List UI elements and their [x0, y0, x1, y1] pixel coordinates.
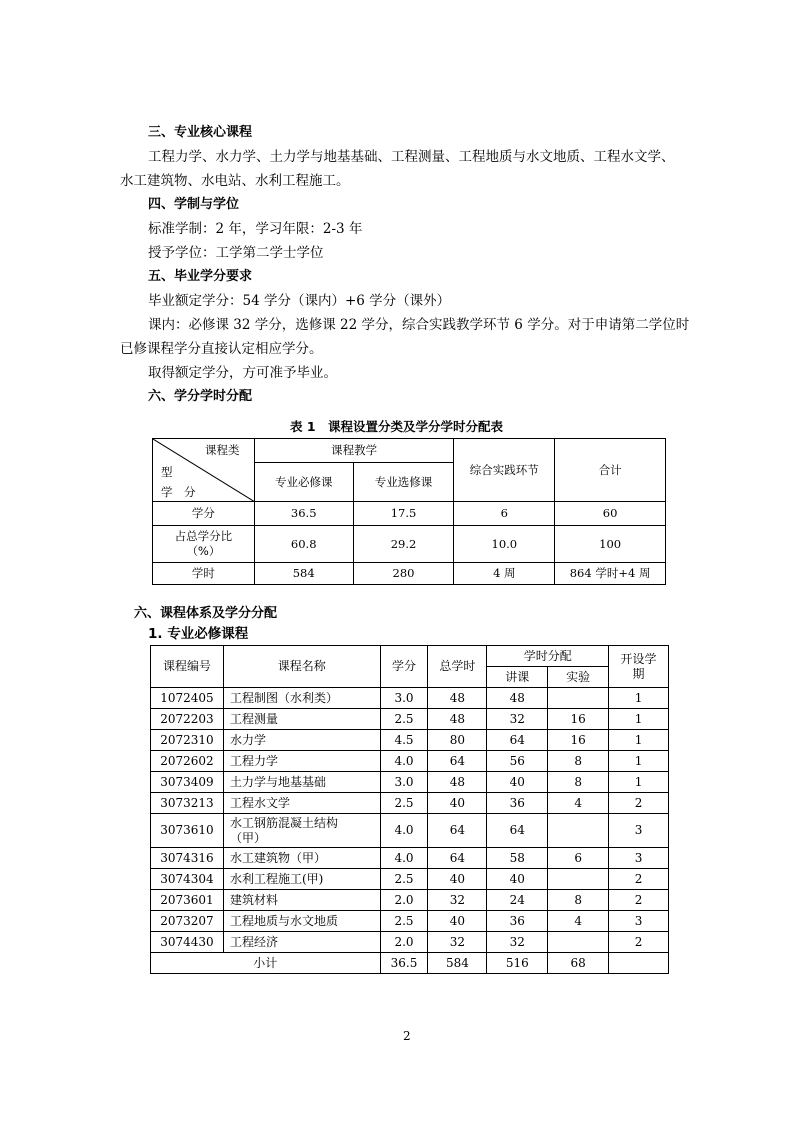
cell-code: 3073409: [151, 772, 224, 793]
header-term: [609, 646, 669, 688]
cell-lab: 8: [548, 890, 609, 911]
cell-term: 1: [609, 709, 669, 730]
cell-hours: 40: [428, 793, 487, 814]
cell-term: 2: [609, 932, 669, 953]
cell-required: 36.5: [254, 502, 353, 526]
cell-credit: 4.5: [380, 730, 428, 751]
course-name: 工程经济: [229, 934, 278, 949]
diag-top-label: 课程类: [205, 443, 240, 457]
header-lab: 实验: [548, 667, 609, 688]
cell-name: [223, 688, 380, 709]
cell-practice: 6: [454, 502, 555, 526]
cell-credit: 2.0: [380, 890, 428, 911]
cell-lecture: 32: [487, 709, 548, 730]
practice-header: 综合实践环节: [454, 439, 555, 502]
cell-credit: 4.0: [380, 848, 428, 869]
course-name: 建筑材料: [229, 892, 278, 907]
course-name: 工程测量: [229, 711, 278, 726]
header-name: 课程名称: [223, 646, 380, 688]
table-1-caption: 表 1 课程设置分类及学分学时分配表: [290, 419, 504, 434]
cell-credit: 2.5: [380, 869, 428, 890]
cell-hours: 48: [428, 709, 487, 730]
table-row: [151, 688, 669, 709]
cell-hours: 48: [428, 772, 487, 793]
cell-credit: 4.0: [380, 751, 428, 772]
cell-lecture: 56: [487, 751, 548, 772]
cell-lab: 8: [548, 751, 609, 772]
cell-code: 3074304: [151, 869, 224, 890]
cell-lecture: 40: [487, 869, 548, 890]
cell-elective: 17.5: [353, 502, 454, 526]
required-header: 专业必修课: [254, 463, 353, 502]
cell-lecture: 64: [487, 730, 548, 751]
course-name: 土力学与地基基础: [229, 774, 326, 789]
cell-total: 100: [555, 526, 666, 563]
header-hours: 总学时: [428, 646, 487, 688]
cell-lab: [548, 814, 609, 848]
cell-hours: 32: [428, 890, 487, 911]
cell-elective: 29.2: [353, 526, 454, 563]
cell-lecture: 40: [487, 772, 548, 793]
cell-credit: 3.0: [380, 688, 428, 709]
subtotal-label: 小计: [151, 953, 381, 974]
row-label-line-2: （%）: [186, 544, 221, 558]
cell-lecture: 24: [487, 890, 548, 911]
row-label: [153, 526, 255, 563]
cell-code: 3074430: [151, 932, 224, 953]
cell-lab: [548, 869, 609, 890]
subtotal-credit: 36.5: [380, 953, 428, 974]
cell-lecture: 32: [487, 932, 548, 953]
table-row: [151, 890, 669, 911]
cell-lab: 16: [548, 730, 609, 751]
cell-lecture: 36: [487, 911, 548, 932]
cell-hours: 64: [428, 814, 487, 848]
course-name: 工程力学: [229, 753, 278, 768]
cell-lab: 4: [548, 911, 609, 932]
cell-term: 1: [609, 772, 669, 793]
cell-hours: 80: [428, 730, 487, 751]
cell-code: 1072405: [151, 688, 224, 709]
cell-term: 3: [609, 814, 669, 848]
cell-hours: 32: [428, 932, 487, 953]
cell-code: 2072310: [151, 730, 224, 751]
section-4-title: 四、学制与学位: [148, 197, 240, 212]
section-4-line-2: 授予学位：工学第二学士学位: [148, 245, 324, 261]
cell-code: 3073213: [151, 793, 224, 814]
required-courses-table: [150, 645, 669, 974]
table-row: [151, 869, 669, 890]
cell-name: [223, 932, 380, 953]
cell-name: [223, 890, 380, 911]
subsection-1-title: 1. 专业必修课程: [148, 626, 249, 642]
subtotal-term: [609, 953, 669, 974]
subtotal-lab: 68: [548, 953, 609, 974]
header-credit: 学分: [380, 646, 428, 688]
table-row: [151, 793, 669, 814]
subtotal-lecture: 516: [487, 953, 548, 974]
course-rows: [151, 688, 669, 953]
course-name: 工程地质与水文地质: [229, 913, 338, 928]
cell-name: [223, 814, 380, 848]
cell-code: 3074316: [151, 848, 224, 869]
credit-distribution-table: [152, 438, 666, 585]
cell-name: [223, 730, 380, 751]
cell-code: 2072602: [151, 751, 224, 772]
cell-required: 584: [254, 563, 353, 585]
cell-name: [223, 911, 380, 932]
cell-name: [223, 751, 380, 772]
cell-practice: 4 周: [454, 563, 555, 585]
cell-total: 864 学时+4 周: [555, 563, 666, 585]
diagonal-header-cell: [153, 439, 255, 502]
cell-credit: 2.0: [380, 932, 428, 953]
cell-code: 3073610: [151, 814, 224, 848]
cell-name: [223, 848, 380, 869]
table-row: [151, 848, 669, 869]
table-row: [151, 772, 669, 793]
cell-elective: 280: [353, 563, 454, 585]
cell-code: 2073207: [151, 911, 224, 932]
cell-required: 60.8: [254, 526, 353, 563]
cell-hours: 64: [428, 751, 487, 772]
cell-name: [223, 793, 380, 814]
cell-credit: 4.0: [380, 814, 428, 848]
cell-credit: 2.5: [380, 793, 428, 814]
cell-lecture: 36: [487, 793, 548, 814]
cell-hours: 40: [428, 911, 487, 932]
course-name-line-2: （甲）: [229, 830, 266, 845]
cell-term: 1: [609, 688, 669, 709]
subtotal-hours: 584: [428, 953, 487, 974]
course-teaching-header: 课程教学: [254, 439, 454, 463]
section-6-title: 六、学分学时分配: [148, 389, 253, 404]
cell-credit: 2.5: [380, 709, 428, 730]
header-code: 课程编号: [151, 646, 224, 688]
course-name: 水力学: [229, 732, 266, 747]
cell-credit: 3.0: [380, 772, 428, 793]
cell-total: 60: [555, 502, 666, 526]
section-4-line-1: 标准学制：2 年，学习年限：2-3 年: [148, 221, 363, 237]
cell-lecture: 64: [487, 814, 548, 848]
cell-name: [223, 772, 380, 793]
cell-lab: [548, 932, 609, 953]
cell-lab: 8: [548, 772, 609, 793]
table-row: [151, 709, 669, 730]
cell-lab: [548, 688, 609, 709]
course-name: 水工建筑物（甲）: [229, 850, 326, 865]
section-5-line-3: 已修课程学分直接认定相应学分。: [120, 341, 323, 357]
table-row: [151, 932, 669, 953]
page-number: 2: [403, 1029, 411, 1043]
header-term-line-2: 期: [632, 666, 645, 681]
row-label: 学分: [153, 502, 255, 526]
course-name: 水工钢筋混凝土结构: [229, 815, 338, 830]
table-row: [151, 730, 669, 751]
total-header: 合计: [555, 439, 666, 502]
cell-code: 2072203: [151, 709, 224, 730]
diag-bottom-label: 学 分: [161, 485, 196, 499]
section-3-title: 三、专业核心课程: [148, 125, 253, 140]
table-row: [151, 911, 669, 932]
section-5-title: 五、毕业学分要求: [148, 269, 253, 284]
row-label: 学时: [153, 563, 255, 585]
section-5-line-2: 课内：必修课 32 学分，选修课 22 学分，综合实践教学环节 6 学分。对于申请第二学位时: [148, 317, 690, 333]
cell-term: 3: [609, 911, 669, 932]
cell-name: [223, 709, 380, 730]
course-name: 水利工程施工(甲): [229, 871, 324, 886]
section-3-line-1: 工程力学、水力学、土力学与地基基础、工程测量、工程地质与水文地质、工程水文学、: [148, 149, 675, 165]
cell-term: 3: [609, 848, 669, 869]
section-6b-title: 六、课程体系及学分分配: [134, 606, 278, 621]
cell-name: [223, 869, 380, 890]
cell-lab: 6: [548, 848, 609, 869]
section-5-line-1: 毕业额定学分：54 学分（课内）+6 学分（课外）: [148, 293, 451, 309]
header-term-line-1: 开设学: [620, 651, 657, 666]
course-name: 工程制图（水利类）: [229, 690, 338, 705]
header-distribution: 学时分配: [487, 646, 609, 667]
cell-code: 2073601: [151, 890, 224, 911]
cell-term: 2: [609, 869, 669, 890]
cell-term: 2: [609, 890, 669, 911]
cell-credit: 2.5: [380, 911, 428, 932]
table-row: [151, 814, 669, 848]
cell-hours: 40: [428, 869, 487, 890]
cell-term: 2: [609, 793, 669, 814]
cell-lab: 4: [548, 793, 609, 814]
row-label-line-1: 占总学分比: [174, 529, 233, 543]
cell-term: 1: [609, 751, 669, 772]
cell-lecture: 58: [487, 848, 548, 869]
cell-hours: 48: [428, 688, 487, 709]
cell-lecture: 48: [487, 688, 548, 709]
header-lecture: 讲课: [487, 667, 548, 688]
cell-hours: 64: [428, 848, 487, 869]
cell-practice: 10.0: [454, 526, 555, 563]
cell-term: 1: [609, 730, 669, 751]
diag-mid-label: 型: [161, 465, 173, 479]
section-5-line-4: 取得额定学分，方可准予毕业。: [148, 365, 337, 381]
elective-header: 专业选修课: [353, 463, 454, 502]
course-name: 工程水文学: [229, 795, 290, 810]
section-3-line-2: 水工建筑物、水电站、水利工程施工。: [120, 173, 350, 189]
cell-lab: 16: [548, 709, 609, 730]
table-row: [151, 751, 669, 772]
